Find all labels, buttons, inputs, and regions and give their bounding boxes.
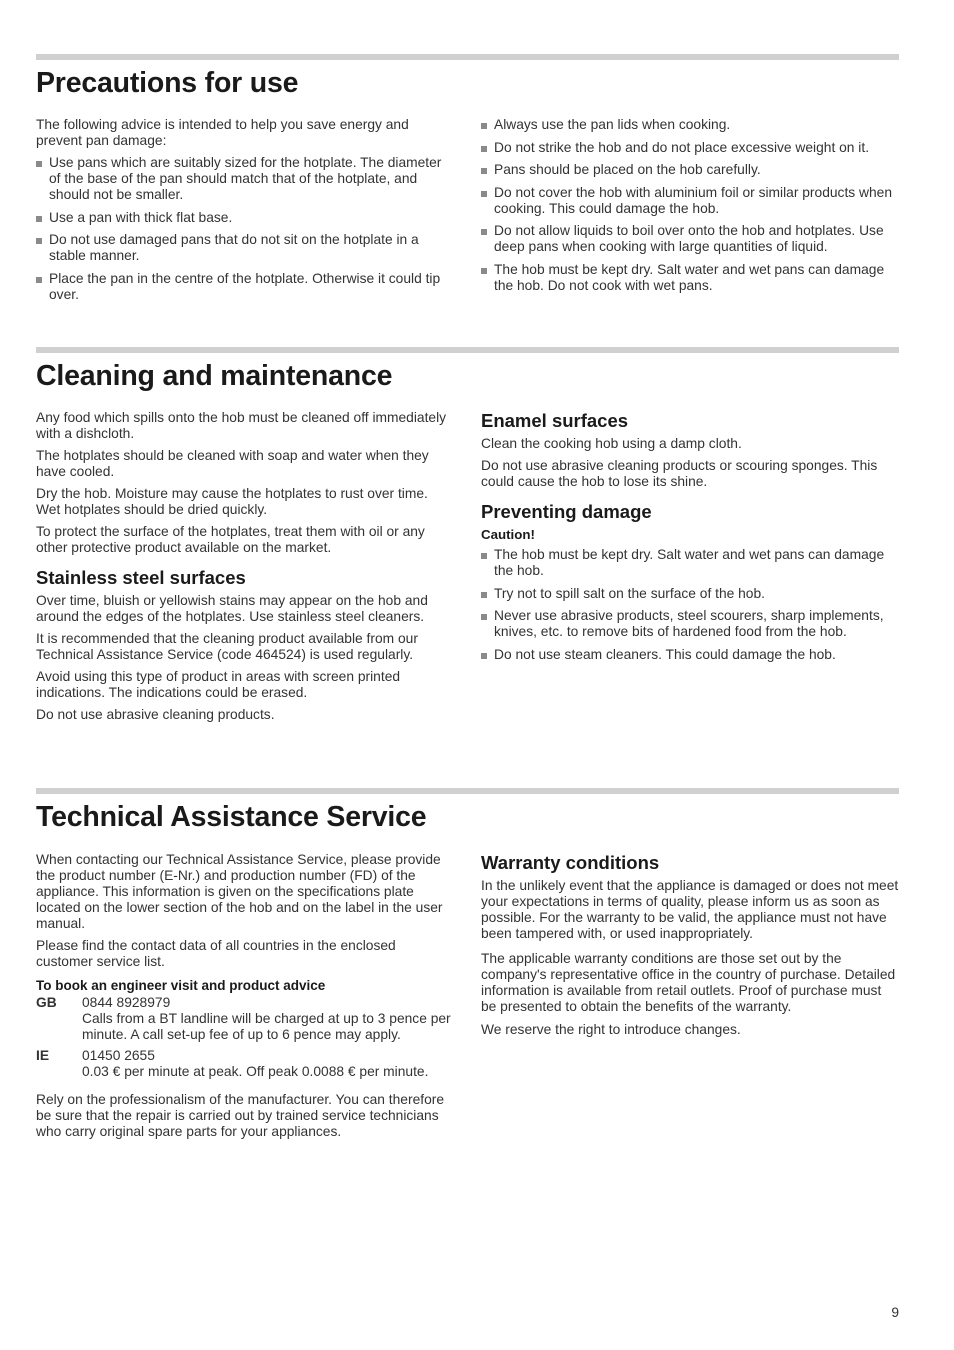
paragraph: Dry the hob. Moisture may cause the hotplates to rust over time. Wet hotplates should be dried quickly. bbox=[36, 486, 428, 517]
list-item: Always use the pan lids when cooking. bbox=[481, 117, 899, 133]
cleaning-section bbox=[36, 347, 899, 722]
paragraph: In the unlikely event that the appliance is damaged or does not meet your expectations in terms of quality, please inform us as soon as possible. For the warranty to be valid, the appliance must not have been tampered with, or used inappropriately. bbox=[481, 878, 899, 941]
booking-heading: To book an engineer visit and product advice bbox=[36, 978, 326, 993]
subheading-stainless: Stainless steel surfaces bbox=[36, 567, 246, 588]
phone-number: 0844 8928979 bbox=[82, 995, 171, 1010]
bullet-icon bbox=[481, 191, 487, 197]
list-item: Never use abrasive products, steel scourers, sharp implements, knives, etc. to remove bits of hardened food from the hob. bbox=[481, 608, 899, 640]
bullet-icon bbox=[481, 229, 487, 235]
paragraph: Avoid using this type of product in areas with screen printed indications. The indications could be erased. bbox=[36, 669, 401, 700]
list-item: Do not allow liquids to boil over onto the hob and hotplates. Use deep pans when cooking with large quantities of liquid. bbox=[481, 223, 899, 255]
paragraph: Rely on the professionalism of the manufacturer. You can therefore be sure that the repair is carried out by trained service technicians who carry original spare parts for your appliances. bbox=[36, 1092, 445, 1139]
paragraph: The applicable warranty conditions are those set out by the company's representative office in the country of purchase. Detailed information is available from retail outlets. Proof of purchase must be presented to obtain the benefits of the warranty. bbox=[481, 951, 896, 1014]
paragraph: Clean the cooking hob using a damp cloth. bbox=[481, 436, 742, 451]
list-item: Do not strike the hob and do not place excessive weight on it. bbox=[481, 140, 899, 156]
paragraph: Please find the contact data of all countries in the enclosed customer service list. bbox=[36, 938, 396, 969]
list-item: Do not cover the hob with aluminium foil or similar products when cooking. This could damage the hob. bbox=[481, 185, 899, 217]
intro-text: The following advice is intended to help you save energy and prevent pan damage: bbox=[36, 117, 409, 148]
paragraph: Do not use abrasive cleaning products. bbox=[36, 707, 275, 722]
service-section bbox=[36, 788, 899, 1139]
caution-label: Caution! bbox=[481, 527, 535, 542]
phone-note: 0.03 € per minute at peak. Off peak 0.0088 € per minute. bbox=[82, 1064, 429, 1079]
bullet-icon bbox=[481, 553, 487, 559]
page-number: 9 bbox=[891, 1305, 899, 1320]
phone-note: Calls from a BT landline will be charged at up to 3 pence per minute. A call set-up fee of up to 6 pence may apply. bbox=[82, 1011, 451, 1042]
bullet-icon bbox=[481, 268, 487, 274]
contact-gb bbox=[36, 995, 454, 1043]
paragraph: Over time, bluish or yellowish stains may appear on the hob and around the edges of the hotplates. Use stainless steel cleaners. bbox=[36, 593, 428, 624]
precautions-right-list bbox=[481, 117, 899, 294]
subheading-warranty: Warranty conditions bbox=[481, 852, 660, 873]
subheading-damage: Preventing damage bbox=[481, 501, 652, 522]
country-code: GB bbox=[36, 995, 57, 1010]
bullet-icon bbox=[481, 592, 487, 598]
bullet-icon bbox=[36, 161, 42, 167]
phone-number: 01450 2655 bbox=[82, 1048, 155, 1063]
bullet-icon bbox=[481, 146, 487, 152]
section-title: Precautions for use bbox=[36, 67, 299, 99]
precautions-left-list bbox=[36, 155, 454, 303]
list-item: Try not to spill salt on the surface of the hob. bbox=[481, 586, 899, 602]
subheading-enamel: Enamel surfaces bbox=[481, 410, 629, 431]
list-item: Use a pan with thick flat base. bbox=[36, 210, 454, 226]
bullet-icon bbox=[481, 168, 487, 174]
bullet-icon bbox=[36, 277, 42, 283]
list-item: The hob must be kept dry. Salt water and wet pans can damage the hob. bbox=[481, 547, 899, 579]
section-rule bbox=[36, 347, 899, 353]
list-item: The hob must be kept dry. Salt water and wet pans can damage the hob. Do not cook with wet pans. bbox=[481, 262, 899, 294]
section-title: Cleaning and maintenance bbox=[36, 360, 393, 392]
bullet-icon bbox=[481, 653, 487, 659]
list-item: Do not use steam cleaners. This could damage the hob. bbox=[481, 647, 899, 663]
list-item: Place the pan in the centre of the hotplate. Otherwise it could tip over. bbox=[36, 271, 454, 303]
section-rule bbox=[36, 788, 899, 794]
paragraph: The hotplates should be cleaned with soap and water when they have cooled. bbox=[36, 448, 429, 479]
section-rule bbox=[36, 54, 899, 60]
list-item: Use pans which are suitably sized for the hotplate. The diameter of the base of the pan should match that of the hotplate, and should not be smaller. bbox=[36, 155, 454, 203]
paragraph: When contacting our Technical Assistance Service, please provide the product number (E-Nr.) and production number (FD) of the appliance. This information is given on the specifications plate located on the lower section of the hob and on the label in the user manual. bbox=[36, 852, 443, 931]
section-title: Technical Assistance Service bbox=[36, 801, 427, 833]
damage-list bbox=[481, 547, 899, 663]
paragraph: To protect the surface of the hotplates, treat them with oil or any other protective product available on the market. bbox=[36, 524, 425, 555]
contact-ie bbox=[36, 1048, 454, 1080]
bullet-icon bbox=[481, 614, 487, 620]
list-item: Pans should be placed on the hob carefully. bbox=[481, 162, 899, 178]
bullet-icon bbox=[481, 123, 487, 129]
paragraph: We reserve the right to introduce changes. bbox=[481, 1022, 741, 1037]
list-item: Do not use damaged pans that do not sit on the hotplate in a stable manner. bbox=[36, 232, 454, 264]
precautions-section bbox=[36, 54, 899, 302]
paragraph: It is recommended that the cleaning product available from our Technical Assistance Service (code 464524) is used regularly. bbox=[36, 631, 418, 662]
country-code: IE bbox=[36, 1048, 50, 1063]
bullet-icon bbox=[36, 238, 42, 244]
bullet-icon bbox=[36, 216, 42, 222]
paragraph: Any food which spills onto the hob must be cleaned off immediately with a dishcloth. bbox=[36, 410, 447, 441]
paragraph: Do not use abrasive cleaning products or scouring sponges. This could cause the hob to lose its shine. bbox=[481, 458, 878, 489]
